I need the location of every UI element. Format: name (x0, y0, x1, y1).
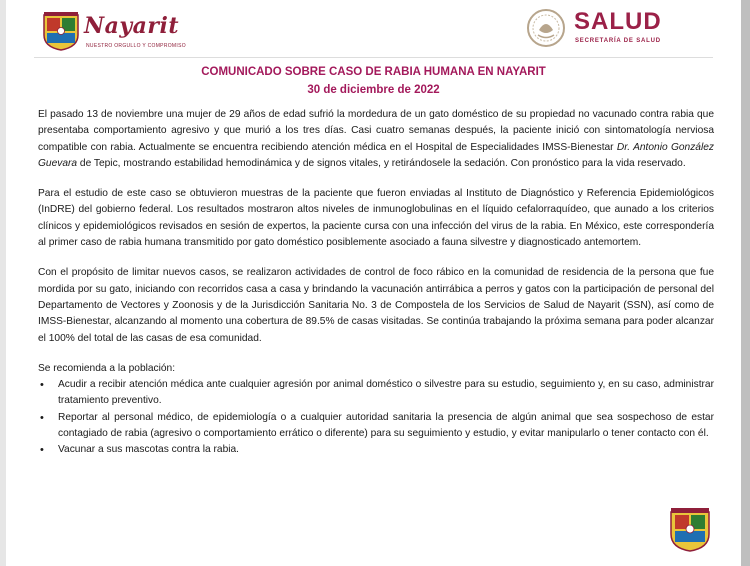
document-body (38, 107, 714, 459)
nayarit-logo (42, 11, 192, 53)
paragraph-study-results: Para el estudio de este caso se obtuvieron muestras de la paciente que fueron enviadas al Instituto de Diagnóstico y Referencia Epidemiológicos (InDRE) del gobierno federal. Los resultados mostraron altos niveles de inmunoglobulinas en el líquido cefalorraquídeo, que aunado a los criterios clínicos y epidemiológicos revisados en sesión de expertos, la paciente cursa con una infección del virus de la rabia. En México, este correspondería al primer caso de rabia humana transmitido por gato doméstico posiblemente asociado a fauna silvestre y diagnosticado antemortem. (38, 188, 714, 249)
salud-subtitle: SECRETARÍA DE SALUD (575, 38, 661, 44)
list-item: • Acudir a recibir atención médica ante cualquier agresión por animal doméstico o silvestre para su estudio, seguimiento y, en su caso, administrar tratamiento preventivo. (58, 377, 714, 410)
document-page (6, 0, 741, 566)
salud-logo (526, 8, 696, 52)
paragraph-control-actions: Con el propósito de limitar nuevos casos, se realizaron actividades de control de foco rábico en la comunidad de residencia de la persona que fue mordida por su gato, iniciando con recorridos casa a casa y brindando la vacunación antirrábica a perros y gatos con la participación de personal del Departamento de Vectores y Zoonosis y de la Jurisdicción Sanitaria No. 3 de Compostela de los Servicios de Salud de Nayarit (SSN), así como de IMSS-Bienestar, alcanzando al momento una cobertura de 89.5% de casas visitadas. Se continúa trabajando la próxima semana para poder alcanzar el 100% del total de las casas de esa comunidad. (38, 267, 714, 344)
national-seal-icon (526, 8, 566, 48)
recommendations-intro: Se recomienda a la población: (38, 362, 176, 374)
doctor-name: Dr. Antonio González Guevara (38, 141, 714, 169)
nayarit-wordmark: Nayarit (84, 13, 180, 39)
paragraph-case-description (38, 107, 714, 172)
right-edge-shadow (741, 0, 750, 566)
document-date: 30 de diciembre de 2022 (307, 84, 440, 96)
recommendations-list (38, 377, 714, 458)
document-title: COMUNICADO SOBRE CASO DE RABIA HUMANA EN NAYARIT (201, 66, 546, 78)
paragraph-1-text-b: de Tepic, mostrando estabilidad hemodinámica y de signos vitales, y retirándosele la sedación. Con pronóstico para la vida reservado. (77, 157, 686, 169)
paragraph-1-text-a: El pasado 13 de noviembre una mujer de 29 años de edad sufrió la mordedura de un gato doméstico de su propiedad no vacunado contra rabia que presentaba comportamiento agresivo y que murió a los tres días. Casi cuatro semanas después, la paciente inició con sintomatología nerviosa compatible con rabia. Actualmente se encuentra recibiendo atención médica en el Hospital de Especialidades IMSS-Bienestar (38, 109, 714, 153)
nayarit-tagline: NUESTRO ORGULLO Y COMPROMISO (86, 43, 186, 49)
footer-shield-icon (669, 506, 711, 552)
nayarit-shield-icon (42, 11, 80, 51)
list-item: • Reportar al personal médico, de epidemiología o a cualquier autoridad sanitaria la presencia de algún animal que sea sospechoso de estar contagiado de rabia (agresivo o comportamiento errático o diferente) para su seguimiento y estudio, y evitar manipularlo o tener contacto con él. (58, 410, 714, 443)
salud-wordmark: SALUD (574, 8, 662, 35)
list-item: • Vacunar a sus mascotas contra la rabia. (58, 442, 714, 458)
header-divider (34, 57, 713, 58)
